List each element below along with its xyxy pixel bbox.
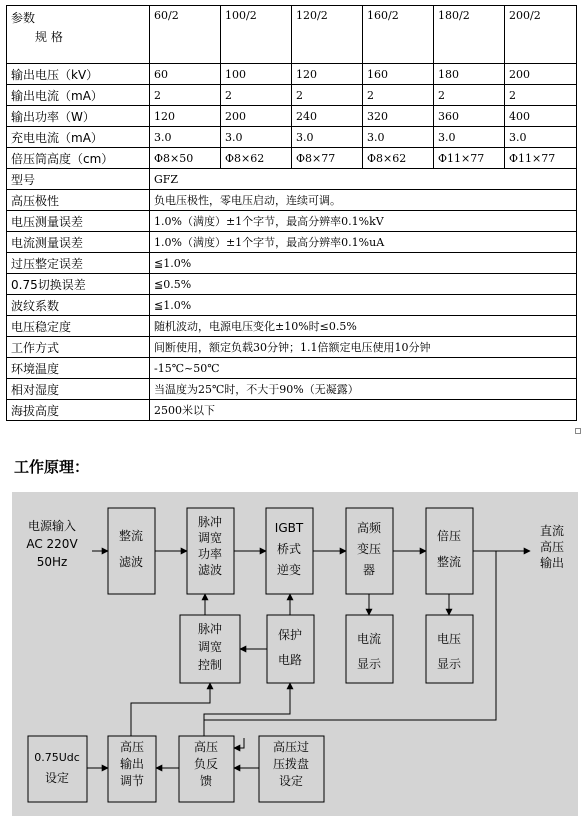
label-voltage-doubler: 整流	[436, 555, 462, 569]
table-row	[7, 400, 577, 421]
table-row	[7, 85, 577, 106]
table-row	[7, 358, 577, 379]
label-hv-neg-feedback: 高压	[193, 740, 219, 754]
model-cell: 200/2	[505, 6, 577, 64]
model-cell: 120/2	[292, 6, 363, 64]
row-value: ≦0.5%	[150, 274, 577, 295]
table-resize-handle[interactable]	[575, 428, 581, 434]
row-value: 120	[150, 106, 221, 127]
label-rectifier-filter: 滤波	[118, 555, 144, 569]
header-label-bottom: 规 格	[35, 30, 63, 44]
row-value: 1.0%（满度）±1个字节，最高分辨率0.1%kV	[150, 211, 577, 232]
row-value: 180	[434, 64, 505, 85]
output-label: 高压	[539, 540, 565, 554]
label-igbt-inverter: 逆变	[276, 563, 302, 577]
model-cell: 100/2	[221, 6, 292, 64]
label-pwm-filter: 滤波	[197, 563, 223, 577]
row-label: 电压稳定度	[7, 316, 150, 337]
block-protection	[267, 615, 314, 683]
label-voltage-doubler: 倍压	[436, 529, 462, 543]
label-hv-output-adjust: 输出	[119, 757, 145, 771]
table-row	[7, 379, 577, 400]
label-protection: 保护	[277, 628, 303, 642]
label-hf-transformer: 高频	[356, 521, 382, 535]
row-value: Φ8×77	[292, 148, 363, 169]
row-value: 240	[292, 106, 363, 127]
row-value: 120	[292, 64, 363, 85]
table-row	[7, 232, 577, 253]
row-value: 3.0	[150, 127, 221, 148]
row-label: 0.75切换误差	[7, 274, 150, 295]
label-overvoltage-dial: 高压过	[272, 740, 310, 754]
header-label-top: 参数	[11, 11, 36, 25]
block-diagram	[12, 492, 578, 816]
input-label: AC 220V	[26, 537, 78, 551]
table-row	[7, 295, 577, 316]
row-value: 3.0	[505, 127, 577, 148]
row-value: 3.0	[434, 127, 505, 148]
table-row	[7, 337, 577, 358]
row-value: 320	[363, 106, 434, 127]
row-value: Φ8×50	[150, 148, 221, 169]
label-current-display: 电流	[356, 632, 382, 646]
section-heading: 工作原理：	[14, 458, 90, 476]
label-pwm-control: 调宽	[197, 640, 223, 654]
row-label: 倍压筒高度（cm）	[7, 148, 150, 169]
row-value: 3.0	[292, 127, 363, 148]
row-value: -15℃~50℃	[150, 358, 577, 379]
label-hv-neg-feedback: 负反	[193, 757, 219, 771]
label-hf-transformer: 器	[362, 563, 376, 577]
row-label: 电流测量误差	[7, 232, 150, 253]
row-value: 2500米以下	[150, 400, 577, 421]
label-pwm-filter: 调宽	[197, 531, 223, 545]
label-protection: 电路	[277, 653, 303, 667]
row-value: Φ11×77	[505, 148, 577, 169]
table-header-row	[7, 6, 577, 64]
block-voltage-doubler	[426, 508, 473, 594]
row-label: 充电电流（mA）	[7, 127, 150, 148]
label-current-display: 显示	[356, 657, 382, 671]
table-row	[7, 106, 577, 127]
spec-table	[6, 5, 577, 421]
table-row	[7, 211, 577, 232]
table-row	[7, 64, 577, 85]
table-row	[7, 169, 577, 190]
block-voltage-display	[426, 615, 473, 683]
model-cell: 180/2	[434, 6, 505, 64]
row-value: 3.0	[221, 127, 292, 148]
table-row	[7, 148, 577, 169]
row-label: 输出功率（W）	[7, 106, 150, 127]
row-value: 负电压极性，零电压启动，连续可调。	[150, 190, 577, 211]
row-value: 60	[150, 64, 221, 85]
row-value: 1.0%（满度）±1个字节，最高分辨率0.1%uA	[150, 232, 577, 253]
label-pwm-control: 脉冲	[197, 622, 223, 636]
model-cell: 160/2	[363, 6, 434, 64]
row-value: Φ8×62	[363, 148, 434, 169]
label-hf-transformer: 变压	[356, 542, 382, 556]
row-label: 过压整定误差	[7, 253, 150, 274]
row-value: Φ11×77	[434, 148, 505, 169]
row-value: 随机波动，电源电压变化±10%时≤0.5%	[150, 316, 577, 337]
input-label: 电源输入	[27, 519, 77, 533]
label-075-setting: 设定	[44, 771, 70, 785]
label-voltage-display: 电压	[436, 632, 462, 646]
row-label: 电压测量误差	[7, 211, 150, 232]
row-value: 200	[505, 64, 577, 85]
row-value: 当温度为25℃时，不大于90%（无凝露）	[150, 379, 577, 400]
label-overvoltage-dial: 压拨盘	[272, 757, 310, 771]
row-value: ≦1.0%	[150, 295, 577, 316]
row-label: 输出电流（mA）	[7, 85, 150, 106]
row-label: 环境温度	[7, 358, 150, 379]
label-hv-output-adjust: 高压	[119, 740, 145, 754]
label-igbt-inverter: 桥式	[276, 542, 302, 556]
table-row	[7, 274, 577, 295]
label-hv-neg-feedback: 馈	[199, 774, 213, 788]
row-label: 输出电压（kV）	[7, 64, 150, 85]
row-label: 型号	[7, 169, 150, 190]
row-value: GFZ	[150, 169, 577, 190]
row-value: 400	[505, 106, 577, 127]
row-value: Φ8×62	[221, 148, 292, 169]
table-row	[7, 253, 577, 274]
block-current-display	[346, 615, 393, 683]
label-pwm-filter: 脉冲	[197, 515, 223, 529]
row-value: 2	[292, 85, 363, 106]
row-value: 2	[221, 85, 292, 106]
label-igbt-inverter: IGBT	[274, 521, 304, 535]
row-value: 2	[434, 85, 505, 106]
row-value: 间断使用，额定负载30分钟；1.1倍额定电压使用10分钟	[150, 337, 577, 358]
row-value: 3.0	[363, 127, 434, 148]
header-label-cell	[7, 6, 150, 64]
output-label: 输出	[539, 556, 565, 570]
row-label: 波纹系数	[7, 295, 150, 316]
row-label: 高压极性	[7, 190, 150, 211]
output-label: 直流	[539, 524, 565, 538]
input-label: 50Hz	[36, 555, 68, 569]
row-label: 相对湿度	[7, 379, 150, 400]
label-overvoltage-dial: 设定	[278, 774, 304, 788]
block-075-setting	[28, 736, 87, 802]
row-label: 海拔高度	[7, 400, 150, 421]
label-pwm-control: 控制	[197, 658, 223, 672]
row-value: 2	[150, 85, 221, 106]
label-voltage-display: 显示	[436, 657, 462, 671]
table-row	[7, 316, 577, 337]
row-value: 100	[221, 64, 292, 85]
row-value: 360	[434, 106, 505, 127]
block-diagram-svg	[12, 492, 578, 816]
label-pwm-filter: 功率	[197, 547, 223, 561]
row-value: 2	[363, 85, 434, 106]
label-hv-output-adjust: 调节	[119, 774, 145, 788]
row-value: 160	[363, 64, 434, 85]
model-cell: 60/2	[150, 6, 221, 64]
table-row	[7, 190, 577, 211]
label-rectifier-filter: 整流	[118, 529, 144, 543]
block-rectifier-filter	[108, 508, 155, 594]
row-value: 2	[505, 85, 577, 106]
row-label: 工作方式	[7, 337, 150, 358]
row-value: 200	[221, 106, 292, 127]
label-075-setting: 0.75Udc	[34, 751, 80, 764]
row-value: ≦1.0%	[150, 253, 577, 274]
table-row	[7, 127, 577, 148]
